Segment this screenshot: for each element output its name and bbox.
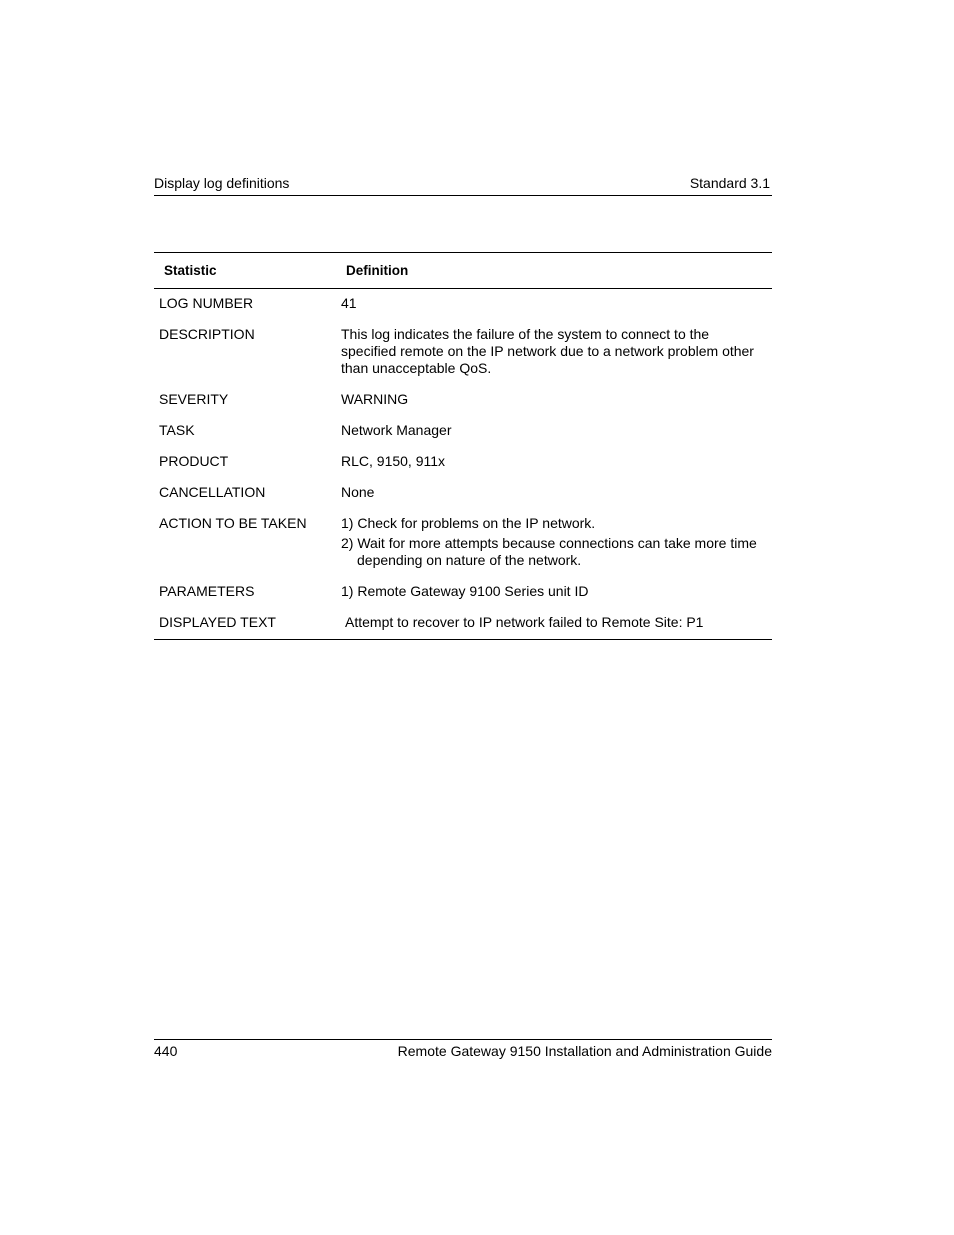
definition-cell: WARNING [341, 391, 409, 407]
table-row-parameters [154, 577, 772, 608]
statistic-cell: PARAMETERS [159, 583, 255, 599]
table-row-description [154, 320, 772, 385]
table-row-action [154, 509, 772, 577]
column-header-definition: Definition [346, 263, 409, 278]
page-footer [154, 1039, 772, 1064]
guide-title: Remote Gateway 9150 Installation and Administration Guide [397, 1043, 772, 1059]
statistic-cell: DISPLAYED TEXT [159, 614, 276, 630]
statistic-cell: LOG NUMBER [159, 295, 254, 311]
definition-cell: 41 [341, 295, 357, 311]
statistic-cell: SEVERITY [159, 391, 229, 407]
definition-cell: Attempt to recover to IP network failed to Remote Site: P1 [345, 614, 704, 630]
action-step: 1) Check for problems on the IP network. [341, 515, 596, 531]
statistic-cell: PRODUCT [159, 453, 229, 469]
statistic-cell: DESCRIPTION [159, 326, 255, 342]
page-header [154, 174, 772, 196]
definition-cell: Network Manager [341, 422, 452, 438]
definition-cell: RLC, 9150, 911x [341, 453, 446, 469]
action-step: 2) Wait for more attempts because connections can take more time depending on nature of the network. [341, 535, 757, 568]
table-row-cancellation [154, 478, 772, 509]
section-title: Display log definitions [154, 175, 290, 191]
statistic-cell: TASK [159, 422, 195, 438]
page-number: 440 [154, 1043, 178, 1059]
table-row-severity [154, 385, 772, 416]
statistic-cell: CANCELLATION [159, 484, 266, 500]
table-header [154, 253, 772, 289]
log-definition-table [154, 252, 772, 640]
table-row-task [154, 416, 772, 447]
column-header-statistic: Statistic [164, 263, 217, 278]
definition-cell: 1) Remote Gateway 9100 Series unit ID [341, 583, 589, 599]
definition-cell [341, 515, 772, 569]
table-row-product [154, 447, 772, 478]
table-row-log-number [154, 289, 772, 320]
table-row-displayed-text [154, 608, 772, 639]
definition-cell: This log indicates the failure of the system to connect to the specified remote on the IP network due to a network problem other than unacceptable QoS. [341, 326, 754, 376]
statistic-cell: ACTION TO BE TAKEN [159, 515, 307, 531]
definition-cell: None [341, 484, 375, 500]
document-version: Standard 3.1 [689, 175, 770, 191]
